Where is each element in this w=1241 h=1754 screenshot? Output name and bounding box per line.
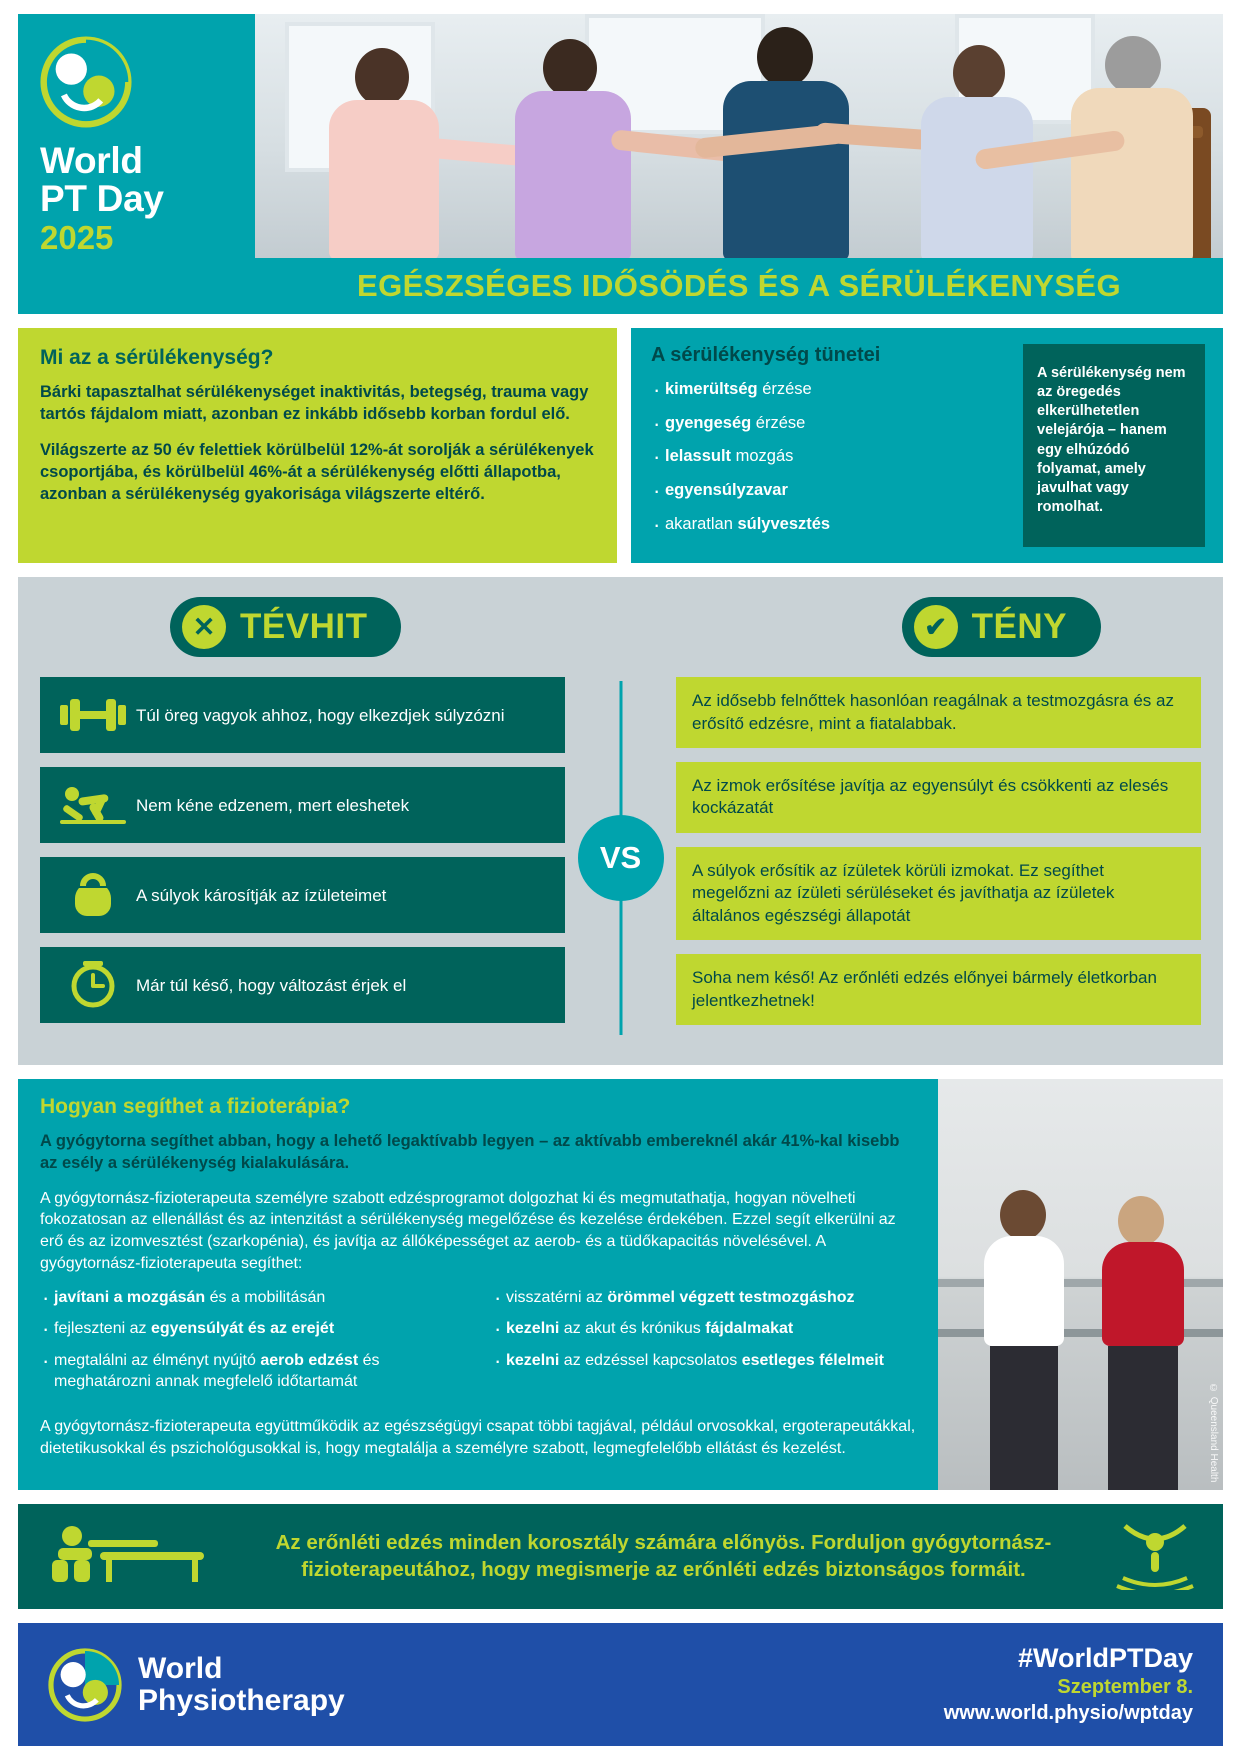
- myth-header-pill: [170, 597, 401, 657]
- myth-fact-section: [18, 577, 1223, 1065]
- header: [18, 14, 1223, 314]
- physio-heading: Hogyan segíthet a fizioterápia?: [40, 1095, 351, 1119]
- intro-row: [18, 328, 1223, 563]
- physio-list-right: [492, 1288, 918, 1404]
- kettlebell-icon: [50, 867, 136, 923]
- list-item: · egyensúlyzavar: [651, 480, 1011, 501]
- logo-year: 2025: [40, 219, 114, 257]
- symptoms-card: [631, 328, 1223, 563]
- symptoms-note: A sérülékenység nem az öregedés elkerülhetetlen velejárója – hanem egy elhúzódó folyamat, amely javulhat vagy romolhat.: [1023, 344, 1205, 547]
- fact-label: TÉNY: [971, 607, 1067, 647]
- list-item: · kimerültség érzése: [651, 379, 1011, 400]
- world-pt-day-logo-icon: [40, 36, 132, 128]
- myth-text: Nem kéne edzenem, mert eleshetek: [136, 795, 410, 815]
- call-to-action-bar: [18, 1504, 1223, 1609]
- photo-physiotherapist: [966, 1190, 1086, 1490]
- list-item: · kezelni az akut és krónikus fájdalmakat: [492, 1319, 918, 1340]
- list-item: Soha nem késő! Az erőnléti edzés előnyei bármely életkorban jelentkezhetnek!: [676, 954, 1201, 1025]
- world-physiotherapy-logo-icon: [48, 1648, 122, 1722]
- frailty-paragraph-2: Világszerte az 50 év felettiek körülbelül 12%-át sorolják a sérülékenyek csoportjába, és körülbelül 46%-át a sérülékenység előtti állapotba, azonban a sérülékenység gyakorisága világszerte eltérő.: [40, 440, 594, 503]
- list-item: · javítani a mozgásán és a mobilitásán: [40, 1288, 466, 1309]
- myth-text: A súlyok károsítják az ízületeimet: [136, 885, 387, 905]
- symptoms-list: [651, 379, 1011, 534]
- list-item: · gyengeség érzése: [651, 413, 1011, 434]
- physio-paragraph-1: A gyógytornász-fizioterapeuta személyre szabott edzésprogramot dolgozhat ki és megmutathatja, hogyan növelheti fokozatosan az ellenállást és az intenzitást a sérülékenység megelőzése és kezelése érdekében. Ezzel segít elkerülni az erő és az izomvesztést (szarkopénia), és javítja az állóképességet az aerob- és a tüdőkapacitás növelésével. A gyógytornász-fizioterapeuta segíthet:: [40, 1189, 896, 1272]
- list-item: Az izmok erősítése javítja az egyensúlyt és csökkenti az elesés kockázatát: [676, 762, 1201, 833]
- physio-list-left: [40, 1288, 466, 1404]
- frailty-definition-card: [18, 328, 617, 563]
- cross-circle-icon: ✕: [182, 605, 226, 649]
- list-item: · kezelni az edzéssel kapcsolatos esetleges félelmeit: [492, 1351, 918, 1372]
- myth-label: TÉVHIT: [240, 607, 368, 647]
- list-item: · fejleszteni az egyensúlyát és az erejét: [40, 1319, 466, 1340]
- check-circle-icon: ✔: [914, 605, 958, 649]
- header-logo-block: [18, 14, 255, 314]
- photo-person-1: [295, 48, 485, 258]
- falling-person-icon: [50, 777, 136, 833]
- banner-title: EGÉSZSÉGES IDŐSÖDÉS ÉS A SÉRÜLÉKENYSÉG: [357, 268, 1121, 303]
- physio-paragraph-2: A gyógytornász-fizioterapeuta együttműködik az egészségügyi csapat többi tagjával, például orvosokkal, ergoterapeutákkal, dietetikusokkal és pszichológusokkal is, hogy megtalálja a személyre szabott, legmegfelelőbb ellátást és kezelést.: [40, 1417, 916, 1457]
- logo-title: [40, 142, 237, 218]
- list-item: Az idősebb felnőttek hasonlóan reagálnak a testmozgásra és az erősítő edzésre, mint a fiatalabbak.: [676, 677, 1201, 748]
- myth-column: [40, 677, 565, 1039]
- footer-brand: [48, 1648, 345, 1722]
- footer-date: Szeptember 8.: [1057, 1676, 1193, 1699]
- physiotherapy-section: [18, 1079, 1223, 1490]
- footer-info: [944, 1643, 1193, 1726]
- logo-title-line1: World: [40, 140, 143, 181]
- myth-text: Már túl késő, hogy változást érjek el: [136, 975, 407, 995]
- header-banner: [255, 258, 1223, 314]
- header-right: [255, 14, 1223, 314]
- physio-lead: A gyógytorna segíthet abban, hogy a lehető legaktívabb legyen – az aktívabb embereknél akár 41%-kal kisebb az esély a sérülékenység kialakulására.: [40, 1132, 900, 1172]
- vs-badge: VS: [578, 815, 664, 901]
- physio-photo: [938, 1079, 1223, 1490]
- list-item: [40, 767, 565, 843]
- person-bench-press-icon: [44, 1522, 214, 1591]
- myth-fact-headers: [40, 597, 1201, 657]
- list-item: [40, 947, 565, 1023]
- list-item: [40, 677, 565, 753]
- cta-text: Az erőnléti edzés minden korosztály számára előnyös. Forduljon gyógytornász-fizioterapeutához, hogy megismerje az erőnléti edzés biztonságos formáit.: [275, 1531, 1052, 1581]
- clock-icon: [50, 957, 136, 1013]
- frailty-heading: Mi az a sérülékenység?: [40, 346, 274, 369]
- physio-benefit-lists: [40, 1288, 918, 1404]
- header-photo: [255, 14, 1223, 258]
- photo-credit: © Queensland Health: [1208, 1382, 1219, 1483]
- footer-brand-name: [138, 1653, 345, 1716]
- myth-text: Túl öreg vagyok ahhoz, hogy elkezdjek súlyzózni: [136, 705, 505, 725]
- photo-person-5: [1035, 30, 1223, 258]
- list-item: A súlyok erősítik az ízületek körüli izmokat. Ez segíthet megelőzni az ízületi sérüléseket és javíthatja az ízületek általános egészségi állapotát: [676, 847, 1201, 940]
- list-item: · megtalálni az élményt nyújtó aerob edzést és meghatározni annak megfelelő időtartamát: [40, 1351, 466, 1393]
- logo-title-line2: PT Day: [40, 178, 164, 220]
- fact-column: [676, 677, 1201, 1039]
- frailty-paragraph-1: Bárki tapasztalhat sérülékenységet inaktivitás, betegség, trauma vagy tartós fájdalom miatt, azonban ez inkább idősebb korban fordul elő.: [40, 383, 589, 423]
- list-item: · visszatérni az örömmel végzett testmozgáshoz: [492, 1288, 918, 1309]
- photo-patient: [1088, 1190, 1208, 1490]
- list-item: · lelassult mozgás: [651, 446, 1011, 467]
- footer-brand-line2: Physiotherapy: [138, 1683, 345, 1717]
- photo-person-3: [695, 23, 895, 258]
- footer-url[interactable]: www.world.physio/wptday: [943, 1702, 1193, 1725]
- dumbbell-icon: [50, 687, 136, 743]
- footer-brand-line1: World: [138, 1652, 223, 1686]
- footer-hashtag: #WorldPTDay: [1017, 1643, 1193, 1674]
- list-item: · akaratlan súlyvesztés: [651, 514, 1011, 535]
- person-lifting-icon: [1113, 1518, 1197, 1595]
- fact-header-pill: [902, 597, 1101, 657]
- myth-fact-body: [40, 677, 1201, 1039]
- symptoms-left: [651, 344, 1011, 547]
- symptoms-heading: A sérülékenység tünetei: [651, 344, 881, 366]
- list-item: [40, 857, 565, 933]
- footer: [18, 1623, 1223, 1746]
- physiotherapy-text: [18, 1079, 938, 1490]
- photo-person-2: [485, 33, 675, 258]
- versus-divider: [565, 677, 676, 1039]
